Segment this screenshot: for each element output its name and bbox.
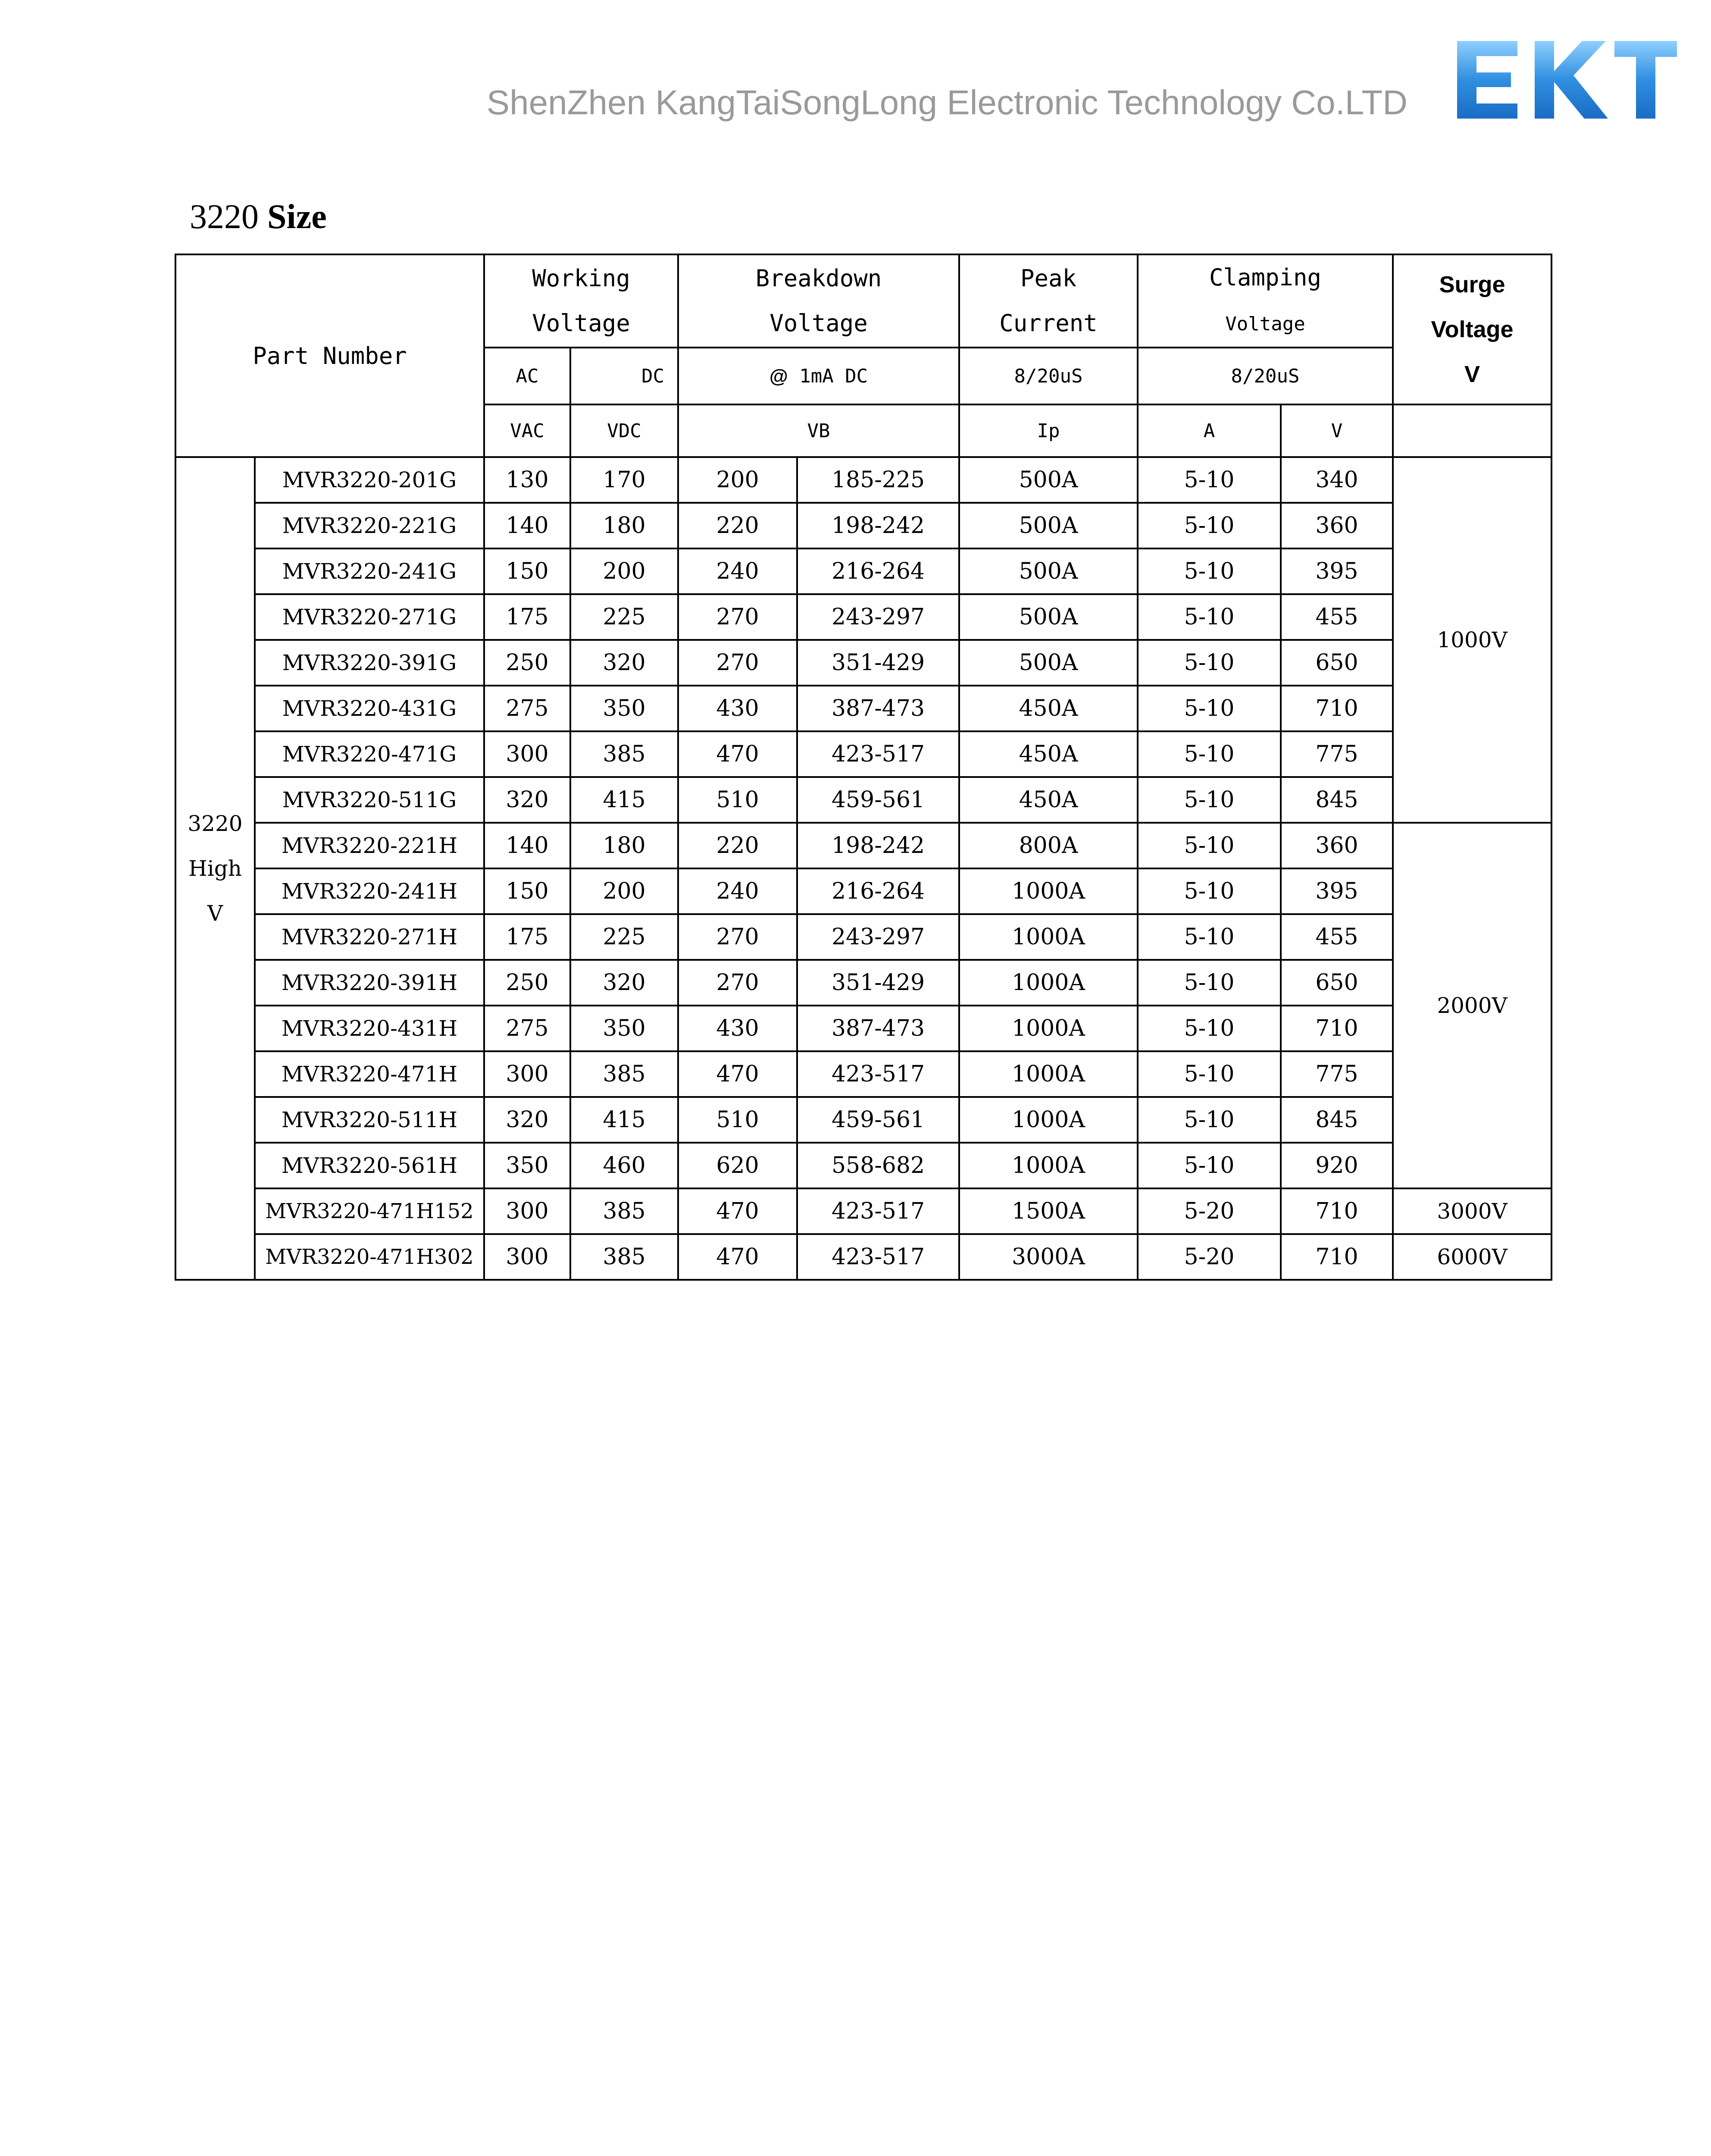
ac-voltage-cell: 275 <box>484 1006 570 1051</box>
group-label <box>175 457 255 1280</box>
part-number-cell: MVR3220-271G <box>255 594 484 640</box>
dc-voltage-cell: 415 <box>570 777 678 823</box>
dc-voltage-cell: 460 <box>570 1143 678 1188</box>
varistor-spec-table <box>175 254 1552 1281</box>
breakdown-voltage-header-line2: Voltage <box>769 310 868 337</box>
dc-voltage-cell: 170 <box>570 457 678 503</box>
company-name: ShenZhen KangTaiSongLong Electronic Technology Co.LTD <box>486 83 1408 122</box>
ac-voltage-cell: 140 <box>484 503 570 548</box>
table-row <box>175 914 1551 960</box>
clamping-voltage-cell: 775 <box>1281 1051 1393 1097</box>
dc-voltage-cell: 385 <box>570 731 678 777</box>
breakdown-range-cell: 423-517 <box>797 731 959 777</box>
clamping-current-cell: 5-10 <box>1138 503 1281 548</box>
breakdown-voltage-cell: 220 <box>678 823 797 868</box>
clamping-current-cell: 5-10 <box>1138 686 1281 731</box>
unit-vb: VB <box>678 404 959 457</box>
ac-voltage-cell: 320 <box>484 777 570 823</box>
breakdown-voltage-cell: 470 <box>678 731 797 777</box>
breakdown-condition-text: 1mA DC <box>788 365 868 387</box>
part-number-cell: MVR3220-561H <box>255 1143 484 1188</box>
breakdown-range-cell: 216-264 <box>797 868 959 914</box>
dc-voltage-cell: 225 <box>570 914 678 960</box>
part-number-cell: MVR3220-221H <box>255 823 484 868</box>
peak-current-cell: 500A <box>959 503 1138 548</box>
table-row <box>175 548 1551 594</box>
surge-voltage-cell: 1000V <box>1393 457 1551 823</box>
peak-current-cell: 1000A <box>959 914 1138 960</box>
breakdown-voltage-cell: 240 <box>678 868 797 914</box>
ac-voltage-cell: 320 <box>484 1097 570 1143</box>
peak-current-header <box>959 254 1138 348</box>
breakdown-voltage-cell: 200 <box>678 457 797 503</box>
ac-voltage-cell: 275 <box>484 686 570 731</box>
surge-voltage-header-line3: V <box>1464 361 1480 387</box>
breakdown-range-cell: 423-517 <box>797 1188 959 1234</box>
clamping-current-cell: 5-10 <box>1138 960 1281 1006</box>
table-row <box>175 1188 1551 1234</box>
table-row <box>175 868 1551 914</box>
clamping-voltage-cell: 650 <box>1281 640 1393 686</box>
peak-current-cell: 1000A <box>959 868 1138 914</box>
part-number-cell: MVR3220-471H152 <box>255 1188 484 1234</box>
header-row-1 <box>175 254 1551 348</box>
part-number-cell: MVR3220-391G <box>255 640 484 686</box>
clamping-voltage-header <box>1138 254 1393 348</box>
ac-voltage-cell: 250 <box>484 640 570 686</box>
clamping-voltage-cell: 650 <box>1281 960 1393 1006</box>
dc-voltage-cell: 385 <box>570 1234 678 1280</box>
part-number-cell: MVR3220-201G <box>255 457 484 503</box>
clamping-current-cell: 5-10 <box>1138 823 1281 868</box>
table-row <box>175 503 1551 548</box>
group-label-line: 3220 <box>188 811 243 836</box>
clamping-voltage-header-line1: Clamping <box>1209 264 1322 291</box>
table-row <box>175 1051 1551 1097</box>
clamping-voltage-cell: 340 <box>1281 457 1393 503</box>
dc-voltage-cell: 200 <box>570 868 678 914</box>
clamping-current-cell: 5-10 <box>1138 914 1281 960</box>
peak-current-cell: 1000A <box>959 1143 1138 1188</box>
surge-voltage-header-line2: Voltage <box>1431 317 1514 342</box>
dc-voltage-cell: 350 <box>570 1006 678 1051</box>
ac-voltage-cell: 300 <box>484 731 570 777</box>
clamping-current-cell: 5-10 <box>1138 1143 1281 1188</box>
table-row <box>175 686 1551 731</box>
clamping-current-cell: 5-20 <box>1138 1188 1281 1234</box>
breakdown-voltage-cell: 510 <box>678 777 797 823</box>
part-number-cell: MVR3220-241H <box>255 868 484 914</box>
breakdown-range-cell: 351-429 <box>797 960 959 1006</box>
breakdown-voltage-cell: 270 <box>678 640 797 686</box>
ac-voltage-cell: 130 <box>484 457 570 503</box>
part-number-cell: MVR3220-431G <box>255 686 484 731</box>
unit-v: V <box>1281 404 1393 457</box>
group-label-line: V <box>207 901 223 926</box>
at-symbol: @ <box>769 365 788 387</box>
peak-current-cell: 500A <box>959 457 1138 503</box>
breakdown-range-cell: 423-517 <box>797 1051 959 1097</box>
peak-current-cell: 500A <box>959 640 1138 686</box>
table-row <box>175 1006 1551 1051</box>
clamping-voltage-header-line2: Voltage <box>1225 313 1305 335</box>
peak-current-cell: 450A <box>959 777 1138 823</box>
table-row <box>175 777 1551 823</box>
table-row <box>175 594 1551 640</box>
peak-current-cell: 1000A <box>959 960 1138 1006</box>
clamping-voltage-cell: 360 <box>1281 823 1393 868</box>
clamping-condition-header: 8/20uS <box>1138 348 1393 404</box>
dc-voltage-cell: 385 <box>570 1051 678 1097</box>
part-number-cell: MVR3220-221G <box>255 503 484 548</box>
ac-voltage-cell: 175 <box>484 914 570 960</box>
part-number-cell: MVR3220-511H <box>255 1097 484 1143</box>
unit-surge-blank <box>1393 404 1551 457</box>
clamping-current-cell: 5-10 <box>1138 594 1281 640</box>
ac-header: AC <box>484 348 570 404</box>
table-row <box>175 1234 1551 1280</box>
part-number-cell: MVR3220-241G <box>255 548 484 594</box>
working-voltage-header-line2: Voltage <box>532 310 630 337</box>
breakdown-voltage-cell: 270 <box>678 594 797 640</box>
breakdown-range-cell: 558-682 <box>797 1143 959 1188</box>
part-number-cell: MVR3220-391H <box>255 960 484 1006</box>
breakdown-range-cell: 243-297 <box>797 914 959 960</box>
ac-voltage-cell: 250 <box>484 960 570 1006</box>
peak-current-cell: 450A <box>959 686 1138 731</box>
clamping-voltage-cell: 920 <box>1281 1143 1393 1188</box>
unit-vac: VAC <box>484 404 570 457</box>
clamping-current-cell: 5-10 <box>1138 457 1281 503</box>
dc-voltage-cell: 180 <box>570 823 678 868</box>
breakdown-voltage-header-line1: Breakdown <box>755 265 882 292</box>
dc-voltage-cell: 225 <box>570 594 678 640</box>
table-row <box>175 640 1551 686</box>
ac-voltage-cell: 140 <box>484 823 570 868</box>
clamping-current-cell: 5-10 <box>1138 1051 1281 1097</box>
peak-current-header-line2: Current <box>999 310 1098 337</box>
breakdown-voltage-cell: 430 <box>678 1006 797 1051</box>
clamping-voltage-cell: 360 <box>1281 503 1393 548</box>
clamping-current-cell: 5-10 <box>1138 1097 1281 1143</box>
ac-voltage-cell: 350 <box>484 1143 570 1188</box>
surge-voltage-header <box>1393 254 1551 404</box>
surge-voltage-cell: 2000V <box>1393 823 1551 1188</box>
dc-voltage-cell: 320 <box>570 960 678 1006</box>
peak-current-cell: 500A <box>959 594 1138 640</box>
ac-voltage-cell: 300 <box>484 1051 570 1097</box>
group-label-line: High <box>188 856 242 881</box>
section-title-number: 3220 <box>190 198 259 236</box>
table-row <box>175 823 1551 868</box>
clamping-voltage-cell: 710 <box>1281 1234 1393 1280</box>
ac-voltage-cell: 300 <box>484 1234 570 1280</box>
ekt-logo <box>1453 34 1681 125</box>
dc-voltage-cell: 200 <box>570 548 678 594</box>
breakdown-voltage-cell: 220 <box>678 503 797 548</box>
table-row <box>175 1143 1551 1188</box>
breakdown-voltage-header <box>678 254 959 348</box>
peak-current-cell: 1500A <box>959 1188 1138 1234</box>
table-row <box>175 1097 1551 1143</box>
clamping-voltage-cell: 455 <box>1281 594 1393 640</box>
peak-current-cell: 1000A <box>959 1097 1138 1143</box>
clamping-current-cell: 5-20 <box>1138 1234 1281 1280</box>
dc-header: DC <box>570 348 678 404</box>
breakdown-range-cell: 185-225 <box>797 457 959 503</box>
unit-vdc: VDC <box>570 404 678 457</box>
ac-voltage-cell: 175 <box>484 594 570 640</box>
part-number-cell: MVR3220-471G <box>255 731 484 777</box>
ac-voltage-cell: 300 <box>484 1188 570 1234</box>
clamping-voltage-cell: 845 <box>1281 1097 1393 1143</box>
clamping-voltage-cell: 395 <box>1281 868 1393 914</box>
clamping-current-cell: 5-10 <box>1138 548 1281 594</box>
dc-voltage-cell: 320 <box>570 640 678 686</box>
breakdown-voltage-cell: 270 <box>678 960 797 1006</box>
breakdown-range-cell: 243-297 <box>797 594 959 640</box>
peak-current-cell: 3000A <box>959 1234 1138 1280</box>
table-row <box>175 960 1551 1006</box>
dc-voltage-cell: 350 <box>570 686 678 731</box>
surge-voltage-header-line1: Surge <box>1439 272 1505 298</box>
peak-current-cell: 500A <box>959 548 1138 594</box>
ac-voltage-cell: 150 <box>484 868 570 914</box>
clamping-voltage-cell: 845 <box>1281 777 1393 823</box>
breakdown-voltage-cell: 430 <box>678 686 797 731</box>
part-number-header: Part Number <box>175 254 484 457</box>
dc-voltage-cell: 415 <box>570 1097 678 1143</box>
surge-voltage-cell: 3000V <box>1393 1188 1551 1234</box>
table-row <box>175 731 1551 777</box>
dc-voltage-cell: 180 <box>570 503 678 548</box>
working-voltage-header-line1: Working <box>532 265 630 292</box>
breakdown-range-cell: 387-473 <box>797 1006 959 1051</box>
peak-current-cell: 800A <box>959 823 1138 868</box>
clamping-current-cell: 5-10 <box>1138 731 1281 777</box>
dc-voltage-cell: 385 <box>570 1188 678 1234</box>
part-number-cell: MVR3220-471H302 <box>255 1234 484 1280</box>
part-number-cell: MVR3220-511G <box>255 777 484 823</box>
peak-condition-header: 8/20uS <box>959 348 1138 404</box>
clamping-current-cell: 5-10 <box>1138 640 1281 686</box>
clamping-current-cell: 5-10 <box>1138 1006 1281 1051</box>
breakdown-voltage-cell: 470 <box>678 1234 797 1280</box>
section-title-word: Size <box>267 198 327 236</box>
breakdown-voltage-cell: 620 <box>678 1143 797 1188</box>
breakdown-voltage-cell: 470 <box>678 1051 797 1097</box>
unit-a: A <box>1138 404 1281 457</box>
breakdown-range-cell: 423-517 <box>797 1234 959 1280</box>
breakdown-voltage-cell: 240 <box>678 548 797 594</box>
breakdown-range-cell: 459-561 <box>797 777 959 823</box>
peak-current-header-line1: Peak <box>1020 265 1077 292</box>
breakdown-range-cell: 198-242 <box>797 823 959 868</box>
surge-voltage-cell: 6000V <box>1393 1234 1551 1280</box>
table-row <box>175 457 1551 503</box>
clamping-voltage-cell: 775 <box>1281 731 1393 777</box>
part-number-cell: MVR3220-271H <box>255 914 484 960</box>
clamping-voltage-cell: 710 <box>1281 686 1393 731</box>
clamping-voltage-cell: 395 <box>1281 548 1393 594</box>
clamping-voltage-cell: 710 <box>1281 1188 1393 1234</box>
breakdown-voltage-cell: 470 <box>678 1188 797 1234</box>
breakdown-voltage-cell: 270 <box>678 914 797 960</box>
ac-voltage-cell: 150 <box>484 548 570 594</box>
unit-ip: Ip <box>959 404 1138 457</box>
peak-current-cell: 450A <box>959 731 1138 777</box>
clamping-current-cell: 5-10 <box>1138 777 1281 823</box>
breakdown-range-cell: 198-242 <box>797 503 959 548</box>
peak-current-cell: 1000A <box>959 1051 1138 1097</box>
section-title <box>190 197 327 237</box>
breakdown-voltage-cell: 510 <box>678 1097 797 1143</box>
clamping-current-cell: 5-10 <box>1138 868 1281 914</box>
breakdown-range-cell: 387-473 <box>797 686 959 731</box>
breakdown-range-cell: 459-561 <box>797 1097 959 1143</box>
working-voltage-header <box>484 254 678 348</box>
breakdown-range-cell: 216-264 <box>797 548 959 594</box>
part-number-cell: MVR3220-471H <box>255 1051 484 1097</box>
breakdown-condition-header <box>678 348 959 404</box>
breakdown-range-cell: 351-429 <box>797 640 959 686</box>
peak-current-cell: 1000A <box>959 1006 1138 1051</box>
clamping-voltage-cell: 710 <box>1281 1006 1393 1051</box>
clamping-voltage-cell: 455 <box>1281 914 1393 960</box>
part-number-cell: MVR3220-431H <box>255 1006 484 1051</box>
